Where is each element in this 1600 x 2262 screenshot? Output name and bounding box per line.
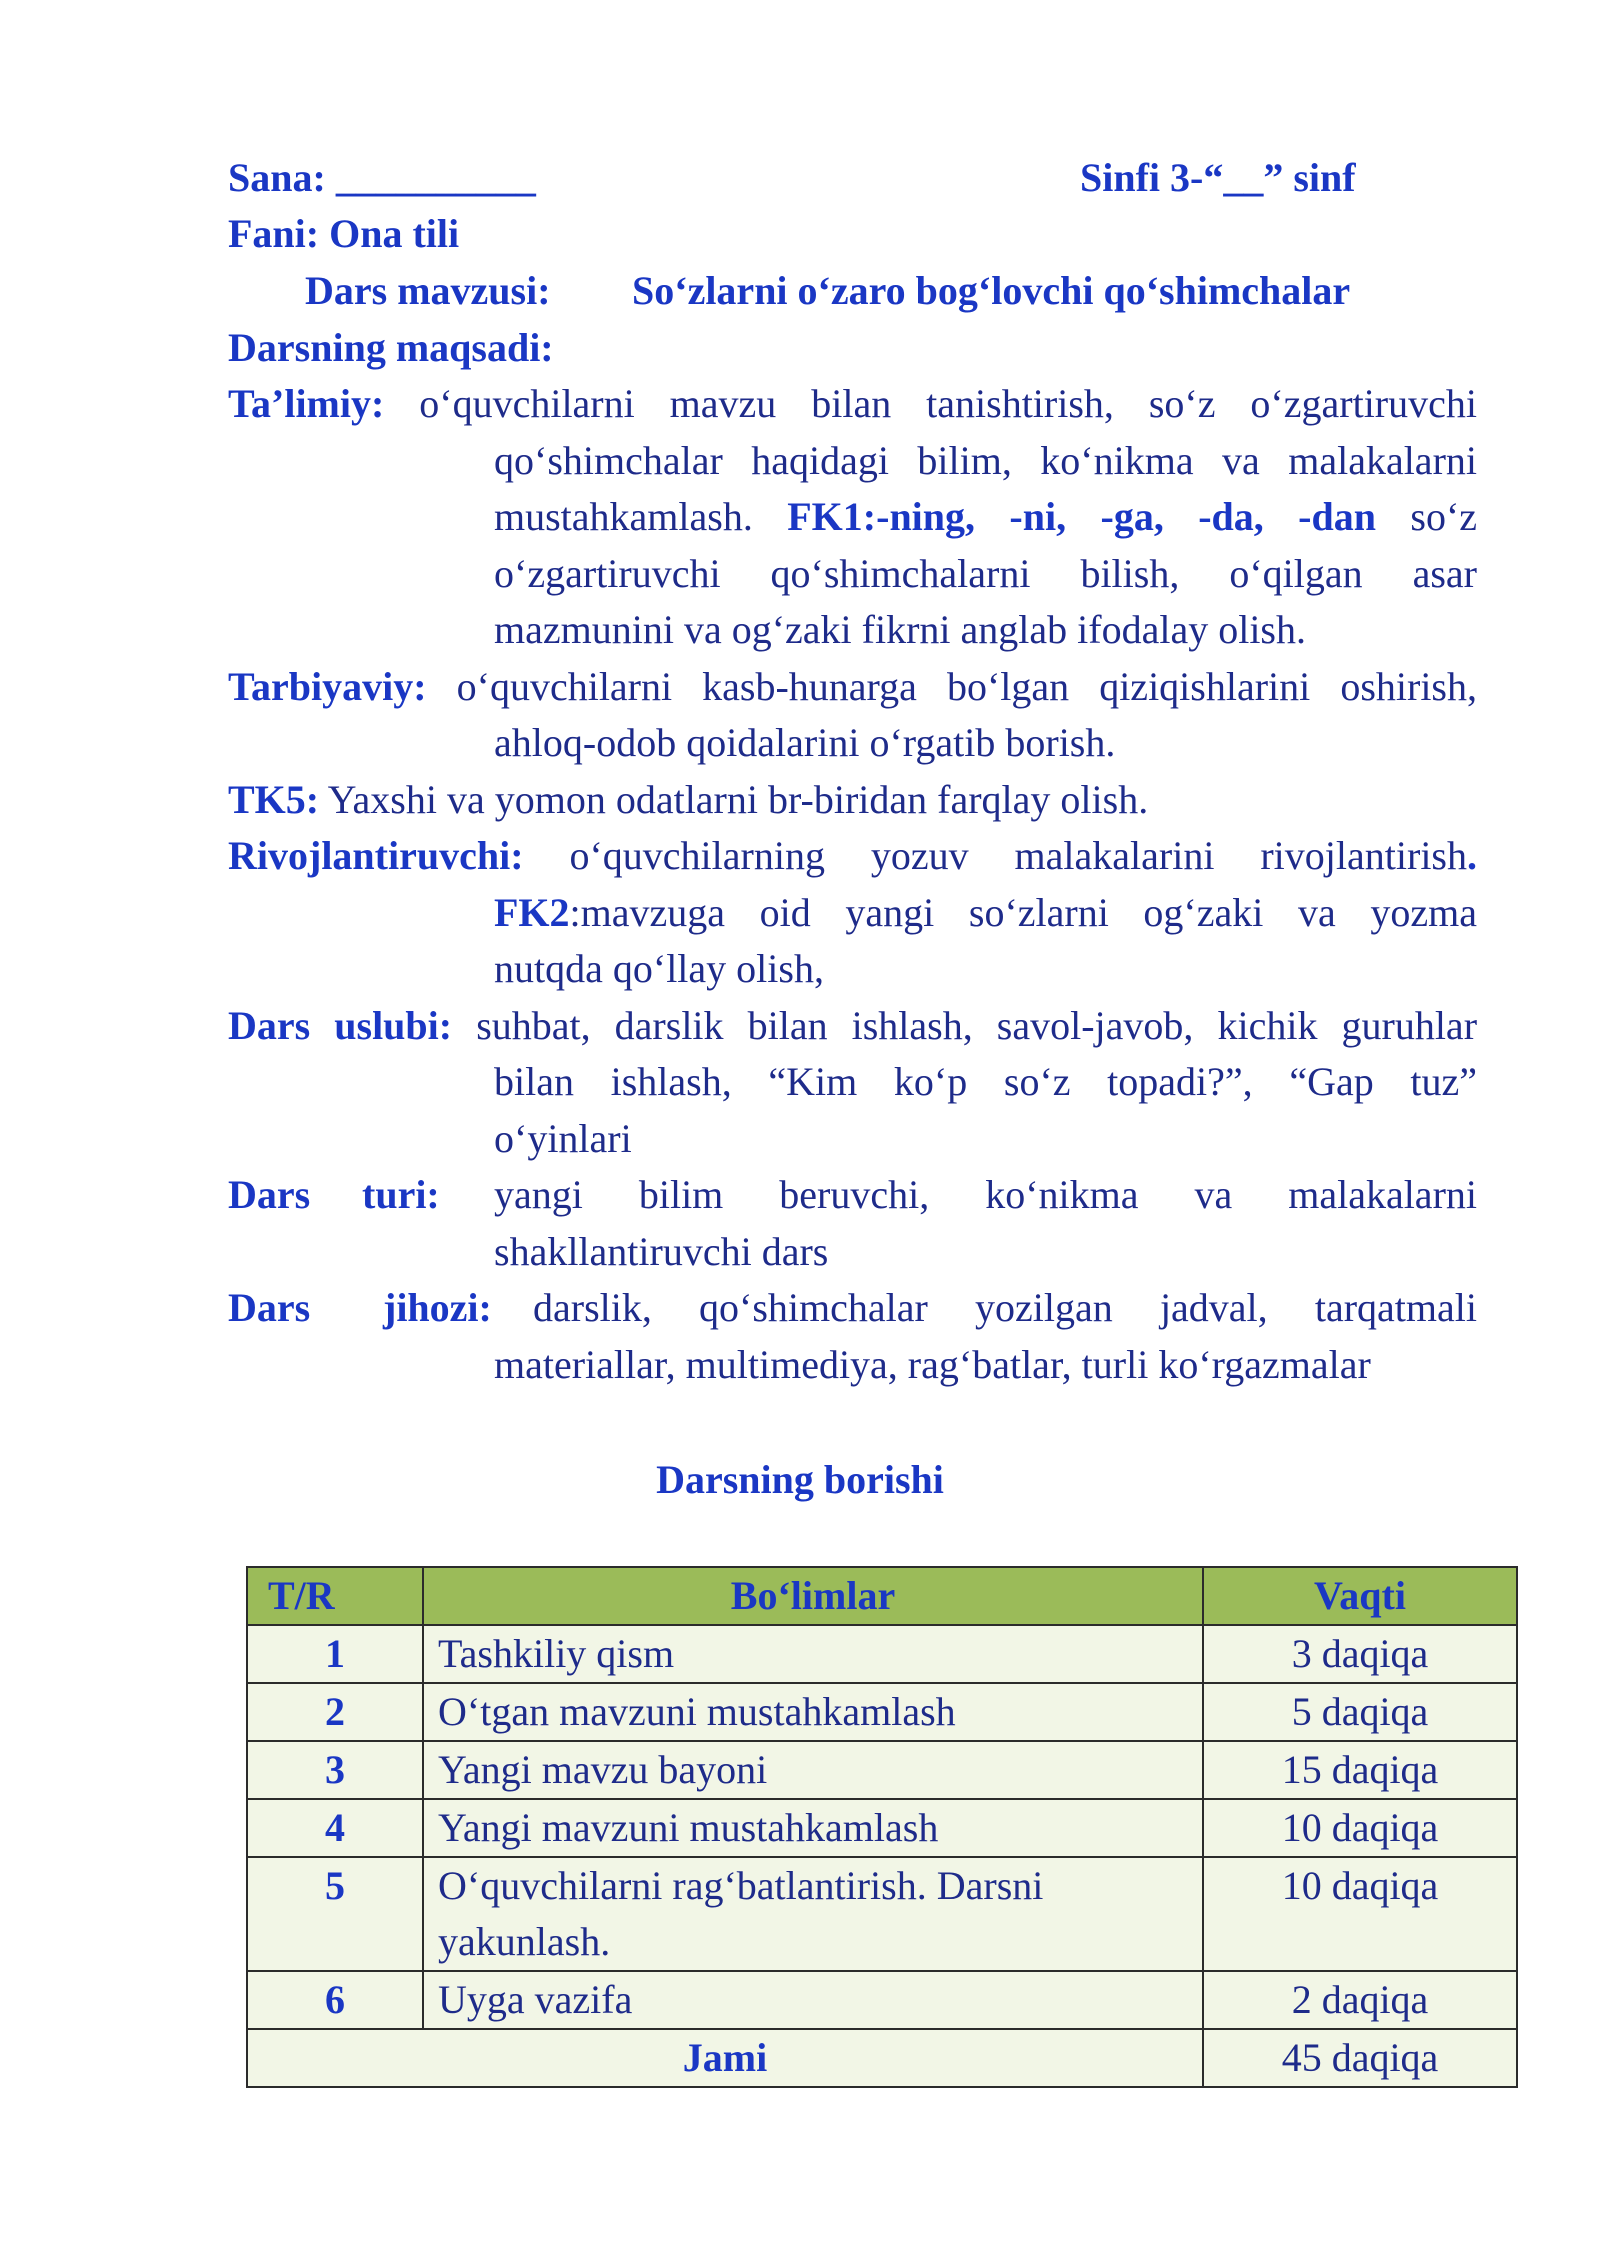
rivojlantiruvchi-line-2	[494, 885, 1477, 941]
date-blank: __________	[335, 155, 536, 200]
talimiy-text-3-end: so‘z	[1410, 494, 1478, 539]
row-number: 1	[247, 1625, 423, 1683]
topic-label: Dars mavzusi:	[305, 268, 551, 313]
talimiy-text-4: o‘zgartiruvchi qo‘shimchalarni bilish, o‘qilgan asar	[494, 551, 1477, 596]
table-row	[247, 1971, 1517, 2029]
uslub-line-1	[228, 998, 1477, 1054]
row-time: 3 daqiqa	[1203, 1625, 1517, 1683]
uslub-text-1: suhbat, darslik bilan ishlash, savol-javob, kichik guruhlar	[476, 1003, 1478, 1048]
total-time: 45 daqiqa	[1203, 2029, 1517, 2087]
row-section: O‘quvchilarni rag‘batlantirish. Darsni yakunlash.	[423, 1857, 1203, 1971]
row-section: Yangi mavzuni mustahkamlash	[423, 1799, 1203, 1857]
row-number: 3	[247, 1741, 423, 1799]
tk5-label: TK5:	[228, 777, 320, 822]
uslub-label: Dars uslubi:	[228, 1003, 453, 1048]
table-row	[247, 1799, 1517, 1857]
turi-text-1: yangi bilim beruvchi, ko‘nikma va malakalarni	[494, 1172, 1477, 1217]
row-section: O‘tgan mavzuni mustahkamlash	[423, 1683, 1203, 1741]
table-row	[247, 1741, 1517, 1799]
talimiy-text-5: mazmunini va og‘zaki fikrni anglab ifodalay olish.	[494, 607, 1306, 652]
table-row	[247, 1683, 1517, 1741]
tarbiyaviy-text-1: o‘quvchilarni kasb-hunarga bo‘lgan qiziqishlarini oshirish,	[456, 664, 1478, 709]
talimiy-line-3	[494, 489, 1477, 545]
talimiy-text-1: o‘quvchilarni mavzu bilan tanishtirish, so‘z o‘zgartiruvchi	[419, 381, 1477, 426]
turi-label-b: turi:	[362, 1172, 440, 1217]
row-number: 5	[247, 1857, 423, 1971]
class-label: Sinfi 3-“__” sinf	[1080, 155, 1356, 200]
topic-title: So‘zlarni o‘zaro bog‘lovchi qo‘shimchalar	[632, 268, 1351, 313]
rivojlantiruvchi-label: Rivojlantiruvchi:	[228, 833, 524, 878]
jihoz-text-2: materiallar, multimediya, rag‘batlar, turli ko‘rgazmalar	[494, 1342, 1371, 1387]
row-number: 2	[247, 1683, 423, 1741]
row-time: 10 daqiqa	[1203, 1799, 1517, 1857]
rivojlantiruvchi-text-2: :mavzuga oid yangi so‘zlarni og‘zaki va yozma	[569, 890, 1477, 935]
fk1-label: FK1:-ning, -ni, -ga, -da, -dan	[787, 494, 1376, 539]
rivojlantiruvchi-dot: .	[1467, 833, 1477, 878]
jihoz-label-b: jihozi:	[383, 1285, 492, 1330]
talimiy-line-1	[228, 376, 1477, 432]
row-number: 4	[247, 1799, 423, 1857]
tk5-text: Yaxshi va yomon odatlarni br-biridan farqlay olish.	[327, 777, 1149, 822]
uslub-text-2: bilan ishlash, “Kim ko‘p so‘z topadi?”, “Gap tuz”	[494, 1059, 1477, 1104]
turi-label-a: Dars	[228, 1172, 311, 1217]
row-time: 5 daqiqa	[1203, 1683, 1517, 1741]
table-header-row	[247, 1567, 1517, 1625]
fk2-label: FK2	[494, 890, 570, 935]
table-row	[247, 1625, 1517, 1683]
col-header-tr: T/R	[247, 1567, 423, 1625]
jihoz-text-1: darslik, qo‘shimchalar yozilgan jadval, tarqatmali	[533, 1285, 1477, 1330]
uslub-text-3: o‘yinlari	[494, 1116, 632, 1161]
table-total-row	[247, 2029, 1517, 2087]
col-header-time: Vaqti	[1203, 1567, 1517, 1625]
rivojlantiruvchi-text-1: o‘quvchilarning yozuv malakalarini rivojlantirish	[569, 833, 1467, 878]
row-time: 10 daqiqa	[1203, 1857, 1517, 1971]
rivojlantiruvchi-text-3: nutqda qo‘llay olish,	[494, 946, 824, 991]
turi-text-2: shakllantiruvchi dars	[494, 1229, 829, 1274]
tk5-line	[228, 772, 1148, 828]
total-label: Jami	[247, 2029, 1203, 2087]
table-row	[247, 1857, 1517, 1971]
row-time: 2 daqiqa	[1203, 1971, 1517, 2029]
row-time: 15 daqiqa	[1203, 1741, 1517, 1799]
talimiy-label: Ta’limiy:	[228, 381, 385, 426]
subject-line: Fani: Ona tili	[228, 211, 460, 256]
jihoz-label-a: Dars	[228, 1285, 311, 1330]
date-line	[228, 150, 536, 206]
row-number: 6	[247, 1971, 423, 2029]
talimiy-text-3: mustahkamlash.	[494, 494, 753, 539]
borishi-title: Darsning borishi	[656, 1457, 944, 1502]
date-label: Sana:	[228, 155, 326, 200]
tarbiyaviy-line-1	[228, 659, 1477, 715]
tarbiyaviy-label: Tarbiyaviy:	[228, 664, 427, 709]
row-section: Tashkiliy qism	[423, 1625, 1203, 1683]
row-section: Yangi mavzu bayoni	[423, 1741, 1203, 1799]
row-section: Uyga vazifa	[423, 1971, 1203, 2029]
lesson-schedule-table	[246, 1566, 1518, 2088]
talimiy-text-2: qo‘shimchalar haqidagi bilim, ko‘nikma va malakalarni	[494, 438, 1477, 483]
goal-label: Darsning maqsadi:	[228, 325, 554, 370]
rivojlantiruvchi-line-1	[228, 828, 1477, 884]
col-header-sections: Bo‘limlar	[423, 1567, 1203, 1625]
tarbiyaviy-text-2: ahloq-odob qoidalarini o‘rgatib borish.	[494, 720, 1116, 765]
